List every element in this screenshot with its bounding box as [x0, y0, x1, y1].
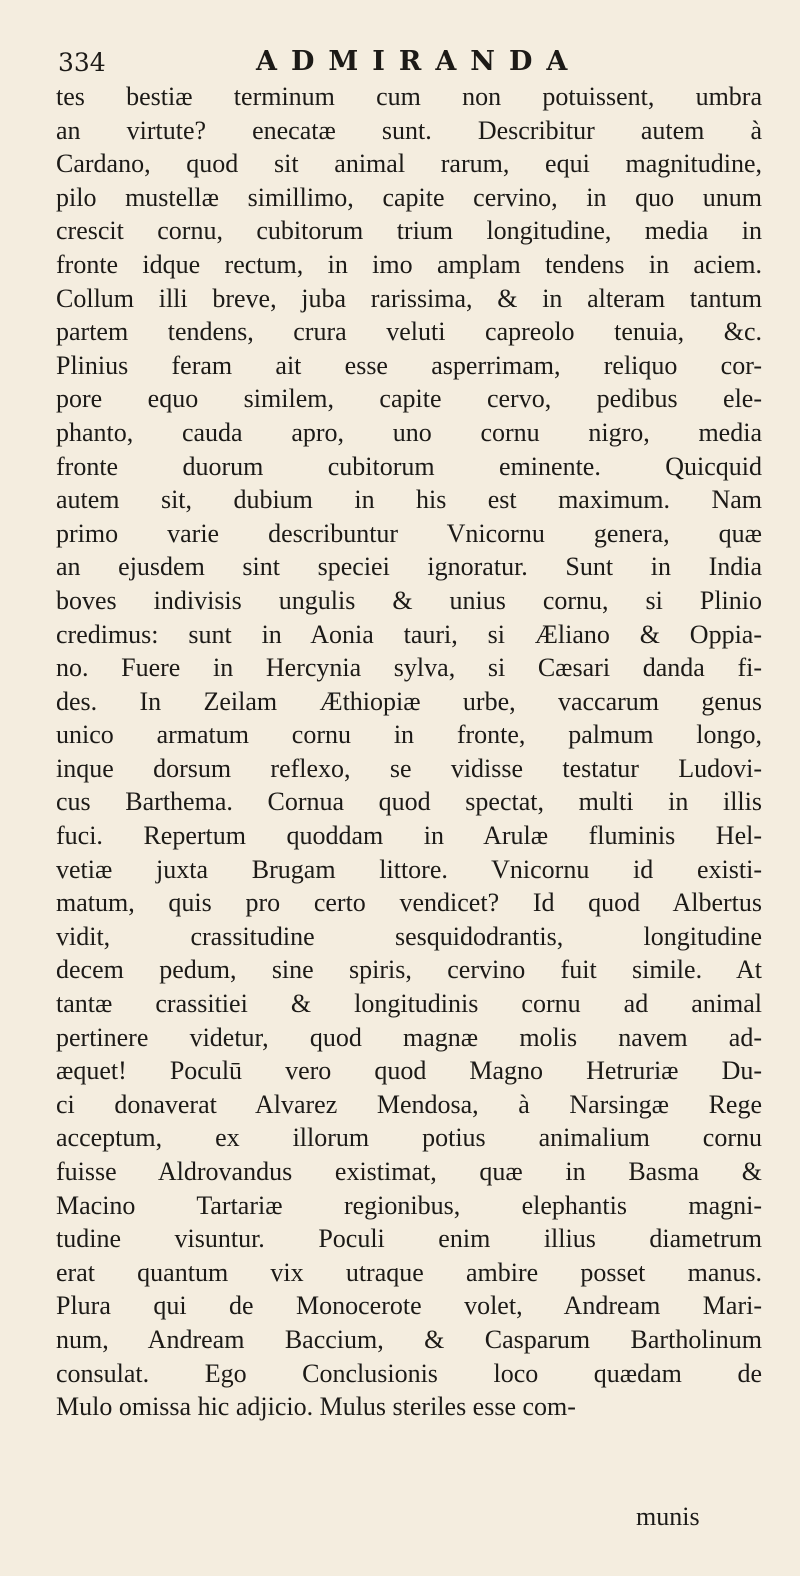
text-line: num, Andream Baccium, & Casparum Bartholinum — [56, 1324, 762, 1354]
text-line: an ejusdem sint speciei ignoratur. Sunt in India — [56, 552, 762, 582]
text-line: vetiæ juxta Brugam littore. Vnicornu id existi- — [56, 854, 762, 884]
body-text — [56, 80, 762, 1424]
text-line: Plura qui de Monocerote volet, Andream Mari- — [56, 1291, 762, 1321]
text-line: phanto, cauda apro, uno cornu nigro, media — [56, 417, 762, 447]
text-line: autem sit, dubium in his est maximum. Nam — [56, 485, 762, 515]
text-line: matum, quis pro certo vendicet? Id quod Albertus — [56, 888, 762, 918]
text-line: pore equo similem, capite cervo, pedibus ele- — [56, 384, 762, 414]
page-header — [58, 42, 758, 82]
text-line: consulat. Ego Conclusionis loco quædam de — [56, 1358, 762, 1388]
text-line: an virtute? enecatæ sunt. Describitur autem à — [56, 115, 762, 145]
text-line: Mulo omissa hic adjicio. Mulus steriles esse com- — [56, 1392, 576, 1422]
text-line: des. In Zeilam Æthiopiæ urbe, vaccarum genus — [56, 686, 762, 716]
text-line: Collum illi breve, juba rarissima, & in alteram tantum — [56, 283, 762, 313]
catchword: munis — [636, 1502, 700, 1531]
text-line: boves indivisis ungulis & unius cornu, si Plinio — [56, 585, 762, 615]
text-line: inque dorsum reflexo, se vidisse testatur Ludovi- — [56, 753, 762, 783]
text-line: Plinius feram ait esse asperrimam, reliquo cor- — [56, 350, 762, 380]
text-line: decem pedum, sine spiris, cervino fuit simile. At — [56, 955, 762, 985]
text-line: pilo mustellæ simillimo, capite cervino, in quo unum — [56, 182, 762, 212]
text-line: erat quantum vix utraque ambire posset manus. — [56, 1257, 762, 1287]
text-line: fronte duorum cubitorum eminente. Quicquid — [56, 451, 762, 481]
text-line: pertinere videtur, quod magnæ molis navem ad- — [56, 1022, 762, 1052]
text-line: tantæ crassitiei & longitudinis cornu ad animal — [56, 989, 762, 1019]
text-line: tudine visuntur. Poculi enim illius diametrum — [56, 1224, 762, 1254]
text-line: fuisse Aldrovandus existimat, quæ in Basma & — [56, 1157, 762, 1186]
text-line: ci donaverat Alvarez Mendosa, à Narsingæ Rege — [56, 1089, 762, 1119]
text-line: credimus: sunt in Aonia tauri, si Æliano & Oppia- — [56, 619, 762, 649]
text-line: Cardano, quod sit animal rarum, equi magnitudine, — [56, 149, 762, 179]
text-line: cus Barthema. Cornua quod spectat, multi in illis — [56, 787, 762, 817]
text-line: tes bestiæ terminum cum non potuissent, umbra — [56, 82, 762, 111]
text-line: Macino Tartariæ regionibus, elephantis magni- — [56, 1190, 762, 1220]
text-line: unico armatum cornu in fronte, palmum longo, — [56, 720, 762, 750]
text-line: crescit cornu, cubitorum trium longitudine, media in — [56, 216, 762, 246]
text-line: æquet! Poculū vero quod Magno Hetruriæ Du- — [56, 1056, 762, 1086]
text-line: partem tendens, crura veluti capreolo tenuia, &c. — [56, 317, 762, 347]
text-line: fuci. Repertum quoddam in Arulæ fluminis Hel- — [56, 821, 762, 851]
text-line: primo varie describuntur Vnicornu genera, quæ — [56, 518, 762, 548]
text-line: acceptum, ex illorum potius animalium cornu — [56, 1123, 762, 1153]
text-line: vidit, crassitudine sesquidodrantis, longitudine — [56, 921, 762, 951]
running-head: ADMIRANDA — [256, 46, 582, 77]
text-line: no. Fuere in Hercynia sylva, si Cæsari danda fi- — [56, 653, 762, 683]
page-number: 334 — [58, 48, 106, 77]
text-line: fronte idque rectum, in imo amplam tendens in aciem. — [56, 249, 762, 279]
